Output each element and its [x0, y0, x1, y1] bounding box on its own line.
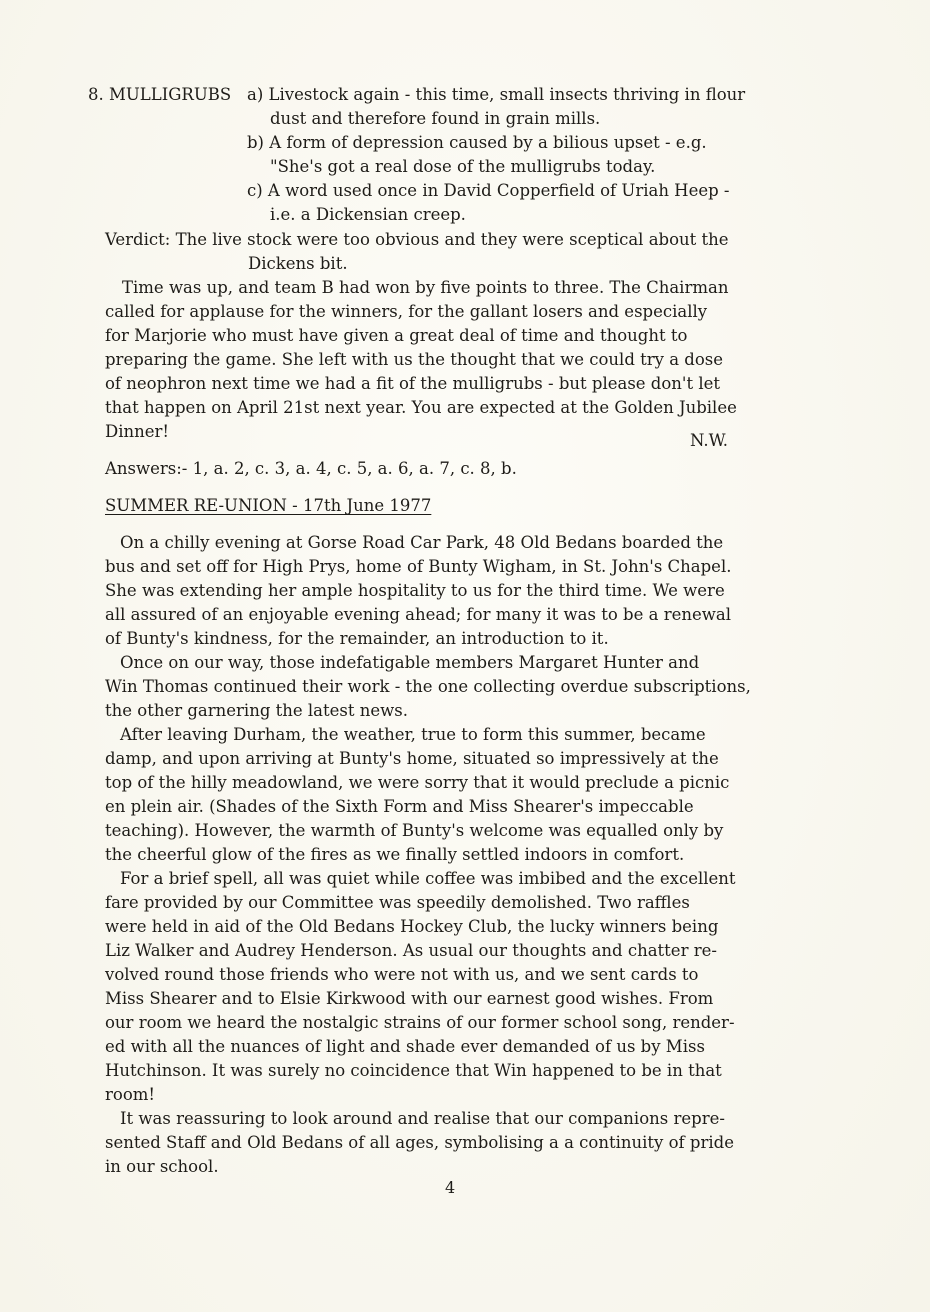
verdict-line: Dickens bit. — [248, 254, 348, 273]
paragraph-line: all assured of an enjoyable evening ahead; for many it was to be a renewal — [105, 605, 731, 624]
paragraph-line: ed with all the nuances of light and shade ever demanded of us by Miss — [105, 1037, 705, 1056]
paragraph-line: our room we heard the nostalgic strains of our former school song, render- — [105, 1013, 735, 1032]
item-8-option-b-cont: "She's got a real dose of the mulligrubs today. — [270, 157, 656, 176]
paragraph-line: the cheerful glow of the fires as we finally settled indoors in comfort. — [105, 845, 685, 864]
paragraph-line: en plein air. (Shades of the Sixth Form and Miss Shearer's impeccable — [105, 797, 694, 816]
paragraph-line: Once on our way, those indefatigable members Margaret Hunter and — [120, 653, 700, 672]
paragraph-line: It was reassuring to look around and realise that our companions repre- — [120, 1109, 725, 1128]
item-8-option-a-cont: dust and therefore found in grain mills. — [270, 109, 601, 128]
paragraph-line: For a brief spell, all was quiet while coffee was imbibed and the excellent — [120, 869, 736, 888]
paragraph-line: On a chilly evening at Gorse Road Car Park, 48 Old Bedans boarded the — [120, 533, 724, 552]
paragraph-line: Liz Walker and Audrey Henderson. As usual our thoughts and chatter re- — [105, 941, 717, 960]
paragraph-line: Win Thomas continued their work - the one collecting overdue subscriptions, — [105, 677, 751, 696]
item-8-option-c-cont: i.e. a Dickensian creep. — [270, 205, 466, 224]
item-8-option-b: b) A form of depression caused by a bilious upset - e.g. — [247, 133, 707, 152]
paragraph-line: for Marjorie who must have given a great deal of time and thought to — [105, 326, 688, 345]
paragraph-line: room! — [105, 1085, 156, 1104]
paragraph-line: top of the hilly meadowland, we were sorry that it would preclude a picnic — [105, 773, 730, 792]
paragraph-line: the other garnering the latest news. — [105, 701, 408, 720]
paragraph-line: She was extending her ample hospitality to us for the third time. We were — [105, 581, 725, 600]
paragraph-line: preparing the game. She left with us the thought that we could try a dose — [105, 350, 724, 369]
paragraph-line: fare provided by our Committee was speedily demolished. Two raffles — [105, 893, 690, 912]
author-initials: N.W. — [690, 431, 728, 450]
paragraph-line: in our school. — [105, 1157, 219, 1176]
paragraph-line: Miss Shearer and to Elsie Kirkwood with our earnest good wishes. From — [105, 989, 714, 1008]
answers-line: Answers:- 1, a. 2, c. 3, a. 4, c. 5, a. 6, a. 7, c. 8, b. — [105, 459, 517, 478]
paragraph-line: damp, and upon arriving at Bunty's home, situated so impressively at the — [105, 749, 719, 768]
paragraph-line: sented Staff and Old Bedans of all ages, symbolising a a continuity of pride — [105, 1133, 734, 1152]
item-8-option-c: c) A word used once in David Copperfield of Uriah Heep - — [247, 181, 730, 200]
paragraph-line: of Bunty's kindness, for the remainder, an introduction to it. — [105, 629, 609, 648]
paragraph-line: volved round those friends who were not with us, and we sent cards to — [105, 965, 699, 984]
paragraph-line: bus and set off for High Prys, home of Bunty Wigham, in St. John's Chapel. — [105, 557, 732, 576]
verdict-line: Verdict: The live stock were too obvious and they were sceptical about the — [105, 230, 729, 249]
paragraph-line: were held in aid of the Old Bedans Hockey Club, the lucky winners being — [105, 917, 719, 936]
paragraph-line: teaching). However, the warmth of Bunty's welcome was equalled only by — [105, 821, 724, 840]
page-number: 4 — [445, 1178, 456, 1197]
paragraph-line: After leaving Durham, the weather, true to form this summer, became — [120, 725, 706, 744]
section-heading: SUMMER RE-UNION - 17th June 1977 — [105, 496, 432, 515]
paragraph-line: called for applause for the winners, for the gallant losers and especially — [105, 302, 708, 321]
paragraph-line: that happen on April 21st next year. You are expected at the Golden Jubilee — [105, 398, 737, 417]
paragraph-line: of neophron next time we had a fit of the mulligrubs - but please don't let — [105, 374, 721, 393]
item-8-option-a: a) Livestock again - this time, small insects thriving in flour — [247, 85, 746, 104]
paragraph-line: Time was up, and team B had won by five points to three. The Chairman — [122, 278, 729, 297]
paragraph-line: Hutchinson. It was surely no coincidence that Win happened to be in that — [105, 1061, 722, 1080]
paragraph-line: Dinner! — [105, 422, 170, 441]
item-8-label: 8. MULLIGRUBS — [88, 85, 232, 104]
